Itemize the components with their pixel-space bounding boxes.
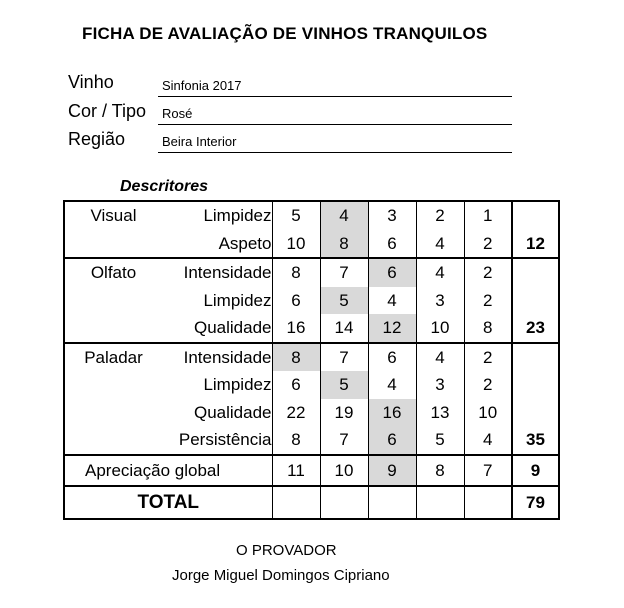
score-cell: 8 [416,455,464,486]
empty-cell [416,486,464,519]
score-cell: 8 [464,314,512,343]
global-row [64,455,559,486]
cor-value: Rosé [162,106,193,121]
score-cell: 4 [368,287,416,315]
score-cell: 4 [368,371,416,399]
subtotal-cell [512,371,559,399]
score-cell: 6 [368,343,416,372]
cor-underline [158,124,512,125]
score-cell: 2 [464,343,512,372]
score-cell: 7 [320,426,368,455]
descritores-heading: Descritores [120,178,209,195]
descriptor-label: Limpidez [203,375,272,395]
selected-score-cell: 6 [368,258,416,287]
subtotal-cell [512,201,559,230]
table-row [64,343,559,372]
subtotal-cell: 23 [512,314,559,343]
score-cell: 1 [464,201,512,230]
empty-cell [320,486,368,519]
score-cell: 6 [272,287,320,315]
total-row [64,486,559,519]
score-cell: 7 [464,455,512,486]
regiao-value: Beira Interior [162,134,237,149]
subtotal-cell: 12 [512,230,559,259]
descriptor-label: Intensidade [162,258,272,287]
score-cell: 13 [416,399,464,427]
selected-score-cell: 8 [272,343,320,372]
category-label [64,314,162,343]
score-cell: 8 [272,426,320,455]
descriptor-label: Intensidade [162,343,272,372]
descriptor-label: Limpidez [203,290,272,310]
score-cell: 7 [320,258,368,287]
selected-score-cell: 12 [368,314,416,343]
descriptor-label: Persistência [178,430,272,450]
table-row [64,230,559,259]
score-cell: 5 [416,426,464,455]
category-label [64,399,162,427]
selected-score-cell: 8 [320,230,368,259]
score-cell: 19 [320,399,368,427]
selected-score-cell: 5 [320,371,368,399]
score-cell: 10 [464,399,512,427]
subtotal-cell [512,399,559,427]
category-label [64,426,162,455]
selected-score-cell: 16 [368,399,416,427]
table-row [64,314,559,343]
descriptor-label: Qualidade [193,402,272,422]
score-cell: 3 [368,201,416,230]
score-cell: 3 [416,371,464,399]
score-cell: 10 [320,455,368,486]
score-cell: 14 [320,314,368,343]
category-label [64,287,162,315]
score-cell: 6 [272,371,320,399]
empty-cell [272,486,320,519]
score-cell: 16 [272,314,320,343]
subtotal-cell [512,258,559,287]
global-label: Apreciação global [64,455,272,486]
category-label: Visual [64,201,162,230]
total-label: TOTAL [64,486,272,519]
score-cell: 4 [464,426,512,455]
score-cell: 22 [272,399,320,427]
score-cell: 2 [464,371,512,399]
selected-score-cell: 6 [368,426,416,455]
regiao-underline [158,152,512,153]
category-label: Paladar [64,343,162,372]
category-label [64,371,162,399]
score-cell: 8 [272,258,320,287]
descriptor-label: Aspeto [218,233,272,253]
score-cell: 4 [416,230,464,259]
score-cell: 10 [416,314,464,343]
empty-cell [464,486,512,519]
category-label: Olfato [64,258,162,287]
score-cell: 4 [416,258,464,287]
score-cell: 5 [272,201,320,230]
form-title: FICHA DE AVALIAÇÃO DE VINHOS TRANQUILOS [82,24,488,43]
score-cell: 2 [464,287,512,315]
score-cell: 2 [464,230,512,259]
selected-score-cell: 9 [368,455,416,486]
descriptor-label: Qualidade [193,318,272,338]
score-cell: 3 [416,287,464,315]
selected-score-cell: 4 [320,201,368,230]
table-row [64,399,559,427]
cor-label: Cor / Tipo [68,101,147,121]
subtotal-cell: 35 [512,426,559,455]
descriptor-label: Limpidez [162,201,272,230]
score-cell: 10 [272,230,320,259]
subtotal-cell [512,287,559,315]
global-subtotal-cell: 9 [512,455,559,486]
total-value-cell: 79 [512,486,559,519]
score-cell: 6 [368,230,416,259]
vinho-value: Sinfonia 2017 [162,78,242,93]
selected-score-cell: 5 [320,287,368,315]
table-row [64,201,559,230]
score-cell: 4 [416,343,464,372]
table-row [64,371,559,399]
category-label [64,230,162,259]
score-cell: 11 [272,455,320,486]
vinho-underline [158,96,512,97]
table-row [64,426,559,455]
subtotal-cell [512,343,559,372]
table-row [64,287,559,315]
provador-name: Jorge Miguel Domingos Cipriano [172,567,390,584]
table-row [64,258,559,287]
vinho-label: Vinho [68,72,114,92]
regiao-label: Região [68,129,126,149]
provador-label: O PROVADOR [236,542,337,559]
empty-cell [368,486,416,519]
score-cell: 7 [320,343,368,372]
score-cell: 2 [464,258,512,287]
evaluation-table [63,200,560,520]
score-cell: 2 [416,201,464,230]
